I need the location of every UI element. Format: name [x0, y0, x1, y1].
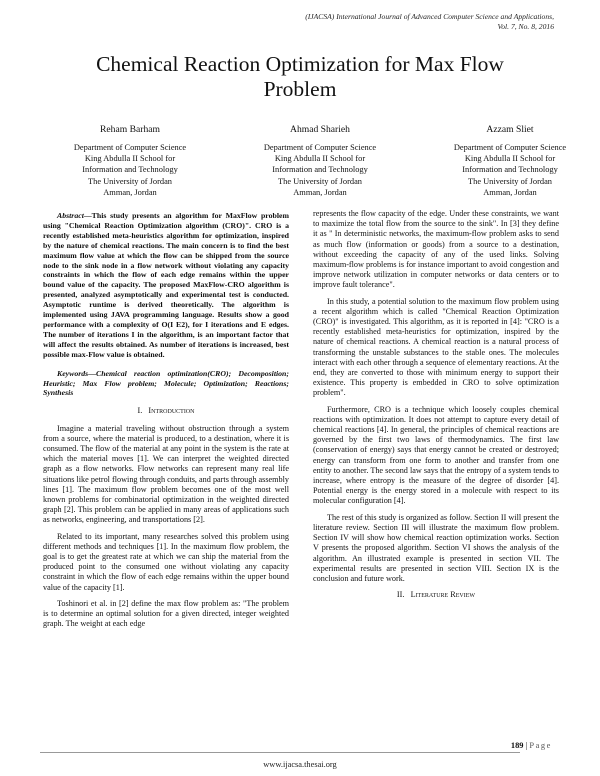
author-school-2: Information and Technology: [462, 165, 558, 175]
right-column: [313, 209, 559, 607]
author-school-1: King Abdulla II School for: [84, 154, 176, 164]
body-paragraph: In this study, a potential solution to the maximum flow problem using a recent algorithm which is called "Chemical Reaction Optimization (CRO)" is investigated. This algorithm, as it is reported in [4]: "CRO is a recently established meta-heuristics for optimization, inspired by the nature of chemical reactions. A chemical reaction is a natural process of transforming the unstable substances to the stable ones. The molecules interact with each other through a sequence of elementary reactions. At the end, they are converted to those with minimum energy to support their existence. This property is embedded in CRO to solve optimization problem".: [313, 296, 559, 398]
section-number: I.: [137, 406, 143, 416]
page-separator: |: [523, 741, 530, 750]
author-2: [230, 124, 410, 198]
journal-volume: Vol. 7, No. 8, 2016: [497, 22, 554, 31]
section-heading-literature-review: [313, 590, 559, 600]
section-heading-introduction: [43, 406, 289, 416]
body-paragraph: represents the flow capacity of the edge. Under these constraints, we want to maximize the total flow from the source to the sink". In [3] they define it as " In deterministic networks, the maximum-flow problem asks to send as much flow (information or goods) from a source to a destination, without exceeding the capacity of any of the used links. Solving maximum-flow problems is for instance important to avoid congestion and improve network utilization in computer networks or data centers or to improve fault tolerance".: [313, 209, 559, 290]
keywords: [43, 369, 289, 399]
author-univ: The University of Jordan: [278, 176, 362, 186]
left-column: [43, 211, 289, 635]
author-school-2: Information and Technology: [82, 165, 178, 175]
page-number: [511, 741, 552, 750]
author-city: Amman, Jordan: [103, 187, 157, 197]
section-title: Introduction: [148, 406, 195, 416]
body-paragraph: Related to its important, many researches solved this problem using different methods and techniques [1]. In the maximum flow problem, the goal is to get the greatest rate at which we can ship the material from the produced point to the consumed one without violating any capacity constraint in which the flow of each edge remains within the upper bound value of the capacity [1].: [43, 531, 289, 592]
section-number: II.: [396, 590, 405, 600]
footer-website: www.ijacsa.thesai.org: [263, 760, 337, 769]
author-city: Amman, Jordan: [483, 187, 537, 197]
body-paragraph: The rest of this study is organized as follow. Section II will present the literature review. Section III will illustrate the maximum flow problem. Section IV will show how chemical reaction optimization works. Section V presents the proposed algorithm. Section VI shows the analysis of the algorithm. An illustrated example is presented in section VII. The experimental results are presented in section VIII. Section IX is the conclusion and future work.: [313, 512, 559, 583]
section-title: Literature Review: [410, 590, 476, 600]
author-name: Reham Barham: [100, 124, 160, 135]
body-paragraph: Furthermore, CRO is a technique which loosely couples chemical reactions with optimization. It does not attempt to capture every detail of chemical reactions [4]. In general, the principles of chemical reactions are governed by the first two laws of thermodynamics. The first law (conservation of energy) says that energy cannot be created or destroyed; energy can transform from one form to another and transfer from one entity to another. The second law says that the entropy of a system tends to increase, where entropy is the measure of the degree of disorder [4]. Potential energy is the energy stored in a molecule with respect to its molecular configuration [4].: [313, 404, 559, 506]
author-school-1: King Abdulla II School for: [464, 154, 556, 164]
abstract: [43, 211, 289, 360]
author-1: [40, 124, 220, 198]
journal-name: (IJACSA) International Journal of Advanced Computer Science and Applications,: [305, 12, 554, 21]
author-school-2: Information and Technology: [272, 165, 368, 175]
journal-header: [134, 12, 554, 32]
author-univ: The University of Jordan: [468, 176, 552, 186]
body-paragraph: Imagine a material traveling without obstruction through a system from a source, where the material is produced, to a destination, where it is consumed. The flow of the material at any point in the system is the rate at which the material moves [1]. We can interpret the weighted directed graph as a flow networks. Flow networks can represent many real life situations like petrol flowing through conduits, and parts through assembly lines [1]. The maximum flow problem becomes one of the most well known problems for combinatorial optimization in the weighted directed graph [2]. This problem can be applied in many areas of applications such as networks, engineering, and transportations [2].: [43, 423, 289, 525]
abstract-text: —This study presents an algorithm for MaxFlow problem using "Chemical Reaction Optimization algorithm (CRO)". CRO is a recently established meta-heuristics algorithm for optimization, inspired by the nature of chemical reactions. The main concern is to find the best maximum flow value at which the flow can be shipped from the source node to the sink node in a flow network without violating any capacity constraints in which the flow of each edge remains within the upper bound value of the capacity. The proposed MaxFlow-CRO algorithm is presented, analyzed asymptotically and experimental test is conducted. Asymptotic runtime is derived theoretically. The algorithm is implemented using JAVA programming language. Results show a good performance with a complexity of O(I E2), for I iterations and E edges. The number of iterations I in the algorithm, is an important factor that will affect the results obtained. As number of iterations is increased, best possible max-Flow value is obtained.: [43, 211, 289, 359]
abstract-label: Abstract: [57, 211, 84, 220]
author-dept: Department of Computer Science: [73, 143, 187, 152]
author-city: Amman, Jordan: [293, 187, 347, 197]
author-dept: Department of Computer Science: [263, 143, 377, 152]
title-line-1: Chemical Reaction Optimization for Max Flow: [96, 52, 504, 76]
author-block: [40, 124, 567, 204]
author-dept: Department of Computer Science: [453, 143, 567, 152]
author-name: Azzam Sliet: [486, 124, 534, 135]
author-univ: The University of Jordan: [88, 176, 172, 186]
page-word: Page: [529, 741, 552, 750]
keywords-label: Keywords: [57, 368, 89, 378]
author-school-1: King Abdulla II School for: [274, 154, 366, 164]
page-number-value: 189: [510, 741, 524, 750]
keywords-text: —Chemical reaction optimization(CRO); Decomposition; Heuristic; Max Flow problem; Molecule; Optimization; Reactions; Synthesis: [43, 368, 289, 398]
author-3: [420, 124, 600, 198]
title-line-2: Problem: [263, 77, 337, 101]
body-paragraph: Toshinori et al. in [2] define the max flow problem as: "The problem is to determine an optimal solution for a given directed, integer weighted graph. The weight at each edge: [43, 598, 289, 629]
footer-divider: [40, 752, 520, 753]
paper-title: [40, 52, 560, 102]
author-name: Ahmad Sharieh: [290, 124, 350, 135]
